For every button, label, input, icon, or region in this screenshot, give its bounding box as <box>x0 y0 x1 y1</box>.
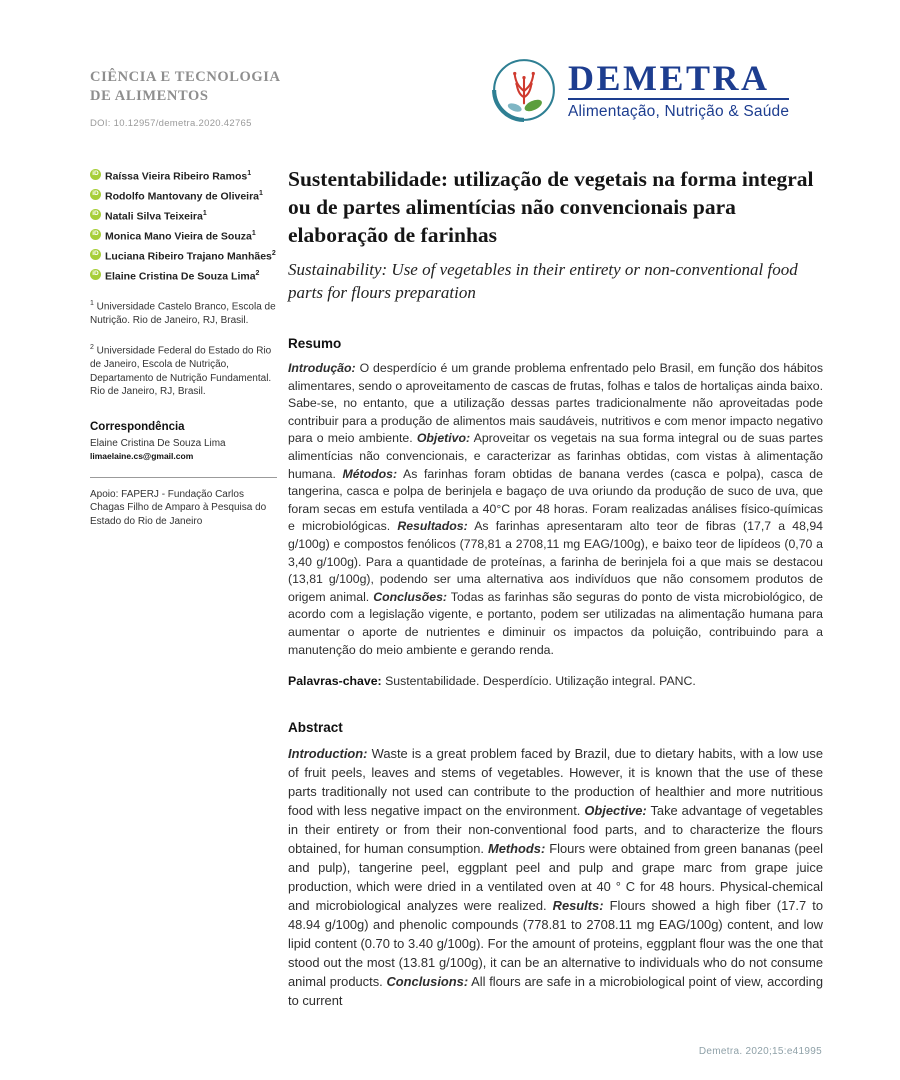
author-name: Natali Silva Teixeira$^1$ <box>105 210 207 223</box>
orcid-icon[interactable]: iD <box>90 189 101 200</box>
affiliation-sup: 1 <box>259 190 263 197</box>
segment-label: Results: <box>552 898 604 914</box>
article-column <box>288 165 823 1010</box>
segment-text: Aproveitar os vegetais na sua forma integral ou de suas partes alimentícias não convencionais, e caracterizar as farinhas obtidas, com vistas à alimentação humana. <box>288 431 824 481</box>
segment-text: Waste is a great problem faced by Brazil, due to dietary habits, with a low use of fruit peels, leaves and stems of vegetables. However, it is known that the use of these parts traditionally not used can contribute to the production of healthier and more nutritious food with less negative impact on the environment. <box>288 746 823 819</box>
journal-name-line2: DE ALIMENTOS <box>90 88 209 104</box>
article-title-en: Sustainability: Use of vegetables in their entirety or non-conventional food parts for flours preparation <box>288 260 798 302</box>
journal-name-line1: CIÊNCIA E TECNOLOGIA <box>90 69 281 85</box>
segment-label: Introdução: <box>288 361 356 375</box>
keywords-line <box>288 674 823 688</box>
demetra-logo <box>490 56 789 124</box>
author-row <box>90 208 277 223</box>
orcid-icon[interactable]: iD <box>90 229 101 240</box>
author-name: Luciana Ribeiro Trajano Manhães$^2$ <box>105 250 276 263</box>
article-title-pt: Sustentabilidade: utilização de vegetais na forma integral ou de partes alimentícias não convencionais para elaboração de farinhas <box>288 167 814 247</box>
demetra-logo-name: DEMETRA <box>568 58 770 98</box>
segment-text: Flours were obtained from green bananas (peel and pulp), tangerine peel, eggplant peel and pulp and grape marc from grape juice production, which were dried in a ventilated oven at 40 ° C for 48 hours. Physical-chemical and microbiological analyzes were realized. <box>288 841 823 914</box>
sidebar <box>90 168 277 528</box>
keywords-text: Sustentabilidade. Desperdício. Utilização integral. PANC. <box>381 674 696 689</box>
author-name: Raíssa Vieira Ribeiro Ramos$^1$ <box>105 170 252 183</box>
author-row <box>90 248 277 263</box>
segment-label: Objetivo: <box>416 431 471 446</box>
affiliation-1: $^1$ Universidade Castelo Branco, Escola de Nutrição. Rio de Janeiro, RJ, Brasil. <box>90 300 276 326</box>
orcid-icon[interactable]: iD <box>90 269 101 280</box>
demetra-logo-tagline: Alimentação, Nutrição & Saúde <box>568 98 789 121</box>
journal-name <box>90 68 281 106</box>
affiliation-sup: 1 <box>251 230 256 237</box>
segment-text: Flours showed a high fiber (17.7 to 48.94 g/100g) and phenolic compounds (778.81 to 2708.11 mg EAG/100g) content, and low lipid content (0.70 to 3.40 g/100g). For the amount of proteins, eggplant flour was the one that stood out the most (13.81 g/100g), it can be an alternative to individuals who do not consume animal products. <box>288 898 823 990</box>
segment-text: Todas as farinhas são seguras do ponto de vista microbiológico, de acordo com a legislação vigente, e portanto, podem ser utilizadas na alimentação humana para aumentar o aporte de nutrientes e diminuir os impactos da poluição, contribuindo para a manutenção do meio ambiente e gerando renda. <box>288 589 824 657</box>
author-row <box>90 268 277 283</box>
segment-text: As farinhas foram obtidas de banana verdes (casca e polpa), casca de tangerina, casca e polpa de berinjela e bagaço de uva oriundo da produção de suco de uva, que foram secas em estufa ventilada a 40°C por 48 horas. Foram realizadas análises físico-químicas e microbiológicas. <box>288 466 823 534</box>
segment-label: Conclusões: <box>373 589 448 604</box>
segment-text: All flours are safe in a microbiological point of view, according to current <box>288 974 823 1009</box>
orcid-icon[interactable]: iD <box>90 169 101 180</box>
funding-note: Apoio: FAPERJ - Fundação Carlos Chagas Filho de Amparo à Pesquisa do Estado do Rio de Janeiro <box>90 488 267 527</box>
author-row <box>90 168 277 183</box>
author-name: Monica Mano Vieira de Souza$^1$ <box>105 230 256 243</box>
segment-label: Methods: <box>487 841 546 857</box>
demetra-logo-icon <box>490 56 558 124</box>
author-row <box>90 228 277 243</box>
affiliation-2: $^2$ Universidade Federal do Estado do Rio de Janeiro, Escola de Nutrição, Departamento de Nutrição Fundamental. Rio de Janeiro, RJ, Brasil. <box>90 344 272 398</box>
author-name: Rodolfo Mantovany de Oliveira$^1$ <box>105 190 263 203</box>
resumo-heading: Resumo <box>288 336 342 351</box>
orcid-icon[interactable]: iD <box>90 249 101 260</box>
segment-label: Conclusions: <box>386 974 469 990</box>
affiliation-sup: 2 <box>271 250 276 257</box>
affiliation-sup: 1 <box>202 210 207 217</box>
segment-text: Take advantage of vegetables in their entirety or from their non-conventional food parts, and to characterize the flours obtained, for human consumption. <box>288 803 823 857</box>
correspondence-email-link[interactable]: limaelaine.cs@gmail.com <box>90 450 194 461</box>
segment-label: Métodos: <box>342 466 398 481</box>
resumo-paragraph <box>288 360 823 659</box>
correspondence-heading: Correspondência <box>90 420 185 433</box>
segment-label: Introduction: <box>288 746 368 762</box>
segment-text: As farinhas apresentaram alto teor de fibras (17,7 a 48,94 g/100g) e compostos fenólicos (778,81 a 2708,11 mg EAG/100g), e baixo teor de lipídeos (0,70 a 3,40 g/100g). Para a quantidade de proteínas, a farinha de berinjela foi a que mais se destacou (13,81 g/100g), podendo ser uma alternativa aos indivíduos que não consomem produtos de origem animal. <box>288 519 823 604</box>
affiliation-sup: 1 <box>247 170 252 177</box>
abstract-paragraph <box>288 744 823 1010</box>
demetra-logo-text <box>568 59 789 121</box>
citation-footer: Demetra. 2020;15:e41995 <box>698 1046 822 1057</box>
doi-text: DOI: 10.12957/demetra.2020.42765 <box>90 118 252 129</box>
segment-label: Objective: <box>584 803 647 819</box>
sidebar-divider <box>90 477 277 478</box>
author-name: Elaine Cristina De Souza Lima$^2$ <box>105 270 260 283</box>
affiliation-sup: 2 <box>255 270 260 277</box>
correspondence-name: Elaine Cristina De Souza Lima <box>90 437 226 449</box>
orcid-icon[interactable]: iD <box>90 209 101 220</box>
keywords-label: Palavras-chave: <box>288 674 382 689</box>
segment-text: O desperdício é um grande problema enfrentado pelo Brasil, em função dos hábitos alimentares, sendo o aproveitamento de cascas de frutas, folhas e talos de hortaliças ainda baixo. Sabe-se, no entanto, que a utilização dessas partes tradicionalmente não aproveitadas pode contribuir para a produção de alimentos mais saudáveis, nutritivos e com menor impacto negativo para o meio ambiente. <box>288 361 823 446</box>
abstract-heading: Abstract <box>288 720 343 736</box>
segment-label: Resultados: <box>397 519 468 534</box>
author-row <box>90 188 277 203</box>
